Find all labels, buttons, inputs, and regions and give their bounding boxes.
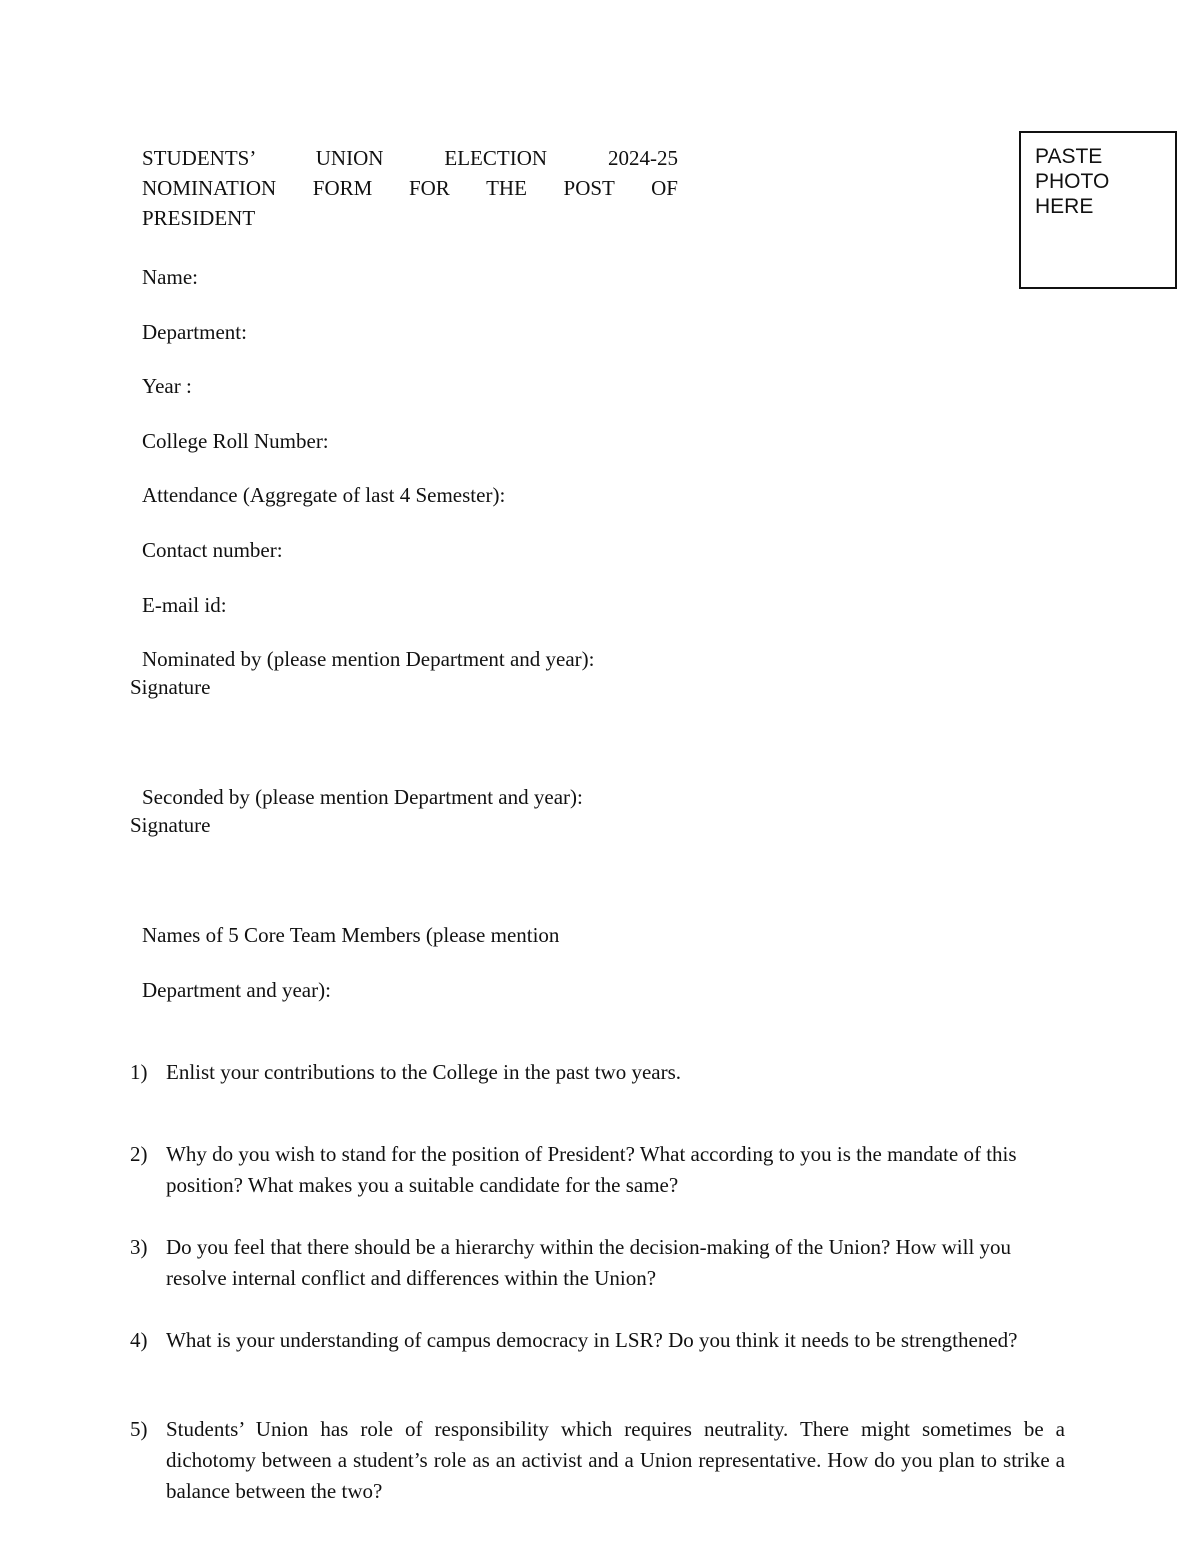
core-team-label-line-2: Department and year): [142,978,331,1002]
core-team-label-line-1: Names of 5 Core Team Members (please mention [142,923,560,947]
question-4 [130,1325,1065,1356]
question-text: Why do you wish to stand for the position of President? What according to you is the mandate of this position? What makes you a suitable candidate for the same? [166,1142,1017,1197]
question-text: Do you feel that there should be a hierarchy within the decision-making of the Union? How will you resolve internal conflict and differences within the Union? [166,1235,1012,1290]
question-number: 5) [130,1417,148,1441]
department-field-label: Department: [142,320,247,344]
roll-number-field-label: College Roll Number: [142,429,329,453]
heading-line-3: PRESIDENT [142,206,256,230]
heading-line-2: NOMINATION FORM FOR THE POST OF [142,176,678,200]
year-field-label: Year : [142,374,192,398]
paste-photo-box [1019,131,1177,289]
paste-photo-label: PASTE PHOTO HERE [1035,145,1110,218]
email-field-label: E-mail id: [142,593,227,617]
question-1 [130,1057,1065,1088]
question-number: 1) [130,1060,148,1084]
seconded-by-field-label: Seconded by (please mention Department and year): [142,785,583,809]
form-heading [142,143,678,233]
name-field-label: Name: [142,265,198,289]
question-text: Enlist your contributions to the College in the past two years. [166,1060,682,1084]
question-number: 4) [130,1328,148,1352]
heading-line-1: STUDENTS’ UNION ELECTION 2024-25 [142,146,678,170]
nominator-signature-label: Signature [130,675,211,699]
question-text: Students’ Union has role of responsibility which requires neutrality. There might sometimes be a dichotomy between a student’s role as an activist and a Union representative. How do you plan to strike a balance between the two? [166,1417,1065,1503]
nominated-by-field-label: Nominated by (please mention Department and year): [142,647,595,671]
question-2 [130,1139,1065,1201]
question-3 [130,1232,1065,1294]
question-text: What is your understanding of campus democracy in LSR? Do you think it needs to be strengthened? [166,1328,1018,1352]
attendance-field-label: Attendance (Aggregate of last 4 Semester): [142,483,506,507]
question-number: 3) [130,1235,148,1259]
seconder-signature-label: Signature [130,813,211,837]
contact-number-field-label: Contact number: [142,538,283,562]
question-number: 2) [130,1142,148,1166]
question-5 [130,1414,1065,1507]
